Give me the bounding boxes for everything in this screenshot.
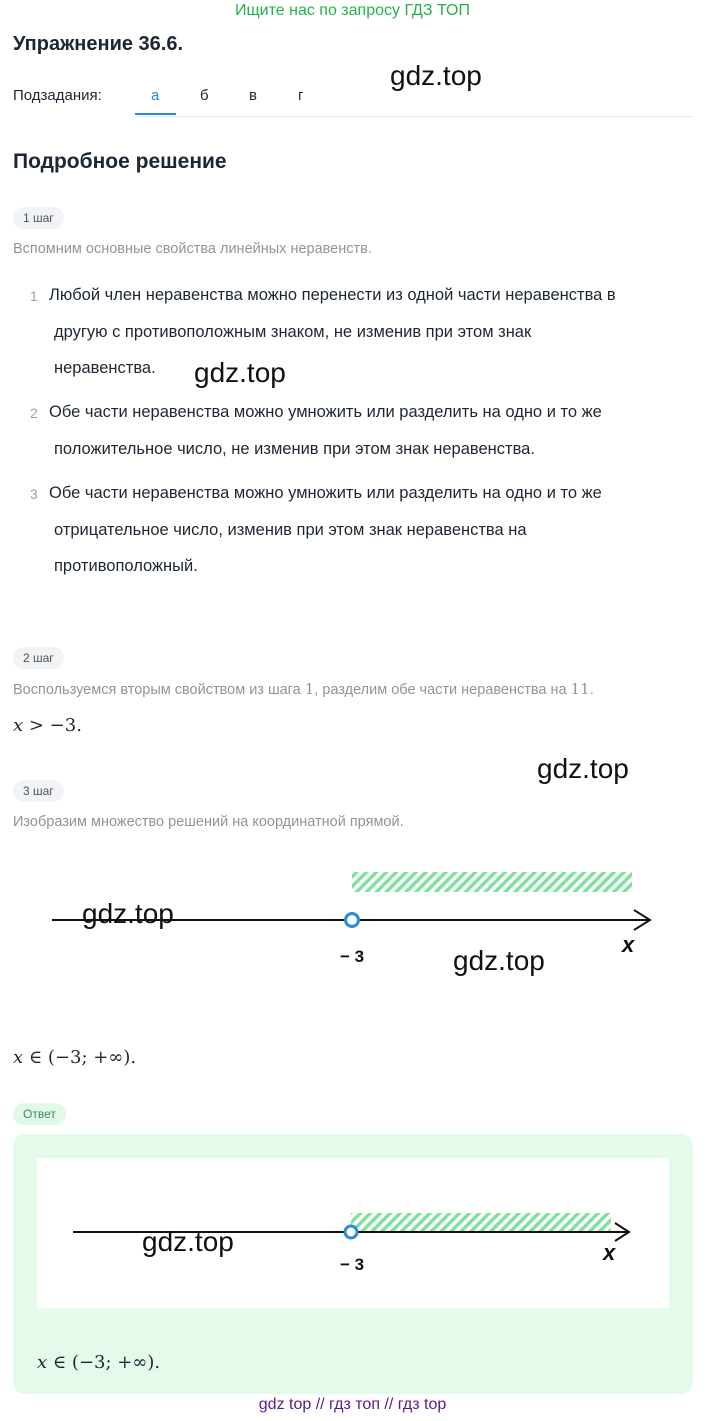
- answer-badge: Ответ: [13, 1103, 66, 1125]
- step-text: Вспомним основные свойства линейных неравенств.: [13, 241, 372, 257]
- step-number: 11: [570, 680, 590, 698]
- list-item-line: Любой член неравенства можно перенести из одной части неравенства в: [49, 286, 616, 304]
- active-tab-indicator: [135, 113, 176, 115]
- list-item-line: положительное число, не изменив при этом знак неравенства.: [54, 439, 535, 458]
- tab-v[interactable]: в: [249, 87, 257, 104]
- watermark: gdz.top: [537, 753, 629, 784]
- list-item: [49, 394, 699, 467]
- list-item-line: отрицательное число, изменив при этом знак неравенства на: [54, 520, 527, 539]
- step-badge: 1 шаг: [13, 207, 64, 229]
- page-title: Упражнение 36.6.: [13, 33, 184, 55]
- solution-hatch: [352, 872, 632, 892]
- watermark: gdz.top: [194, 357, 286, 388]
- step-text: [13, 680, 594, 698]
- tabs-divider: [135, 116, 693, 117]
- tab-a[interactable]: а: [151, 87, 160, 104]
- step-badge: 3 шаг: [13, 780, 64, 802]
- section-title: Подробное решение: [13, 150, 227, 173]
- solution-hatch: [351, 1213, 611, 1231]
- footer-links[interactable]: gdz top // гдз топ // гдз top: [258, 1396, 447, 1413]
- axis-label: x: [622, 932, 635, 957]
- answer-formula: [37, 1352, 160, 1373]
- step-text-part: .: [589, 682, 594, 698]
- list-item: [49, 277, 699, 387]
- list-item-line: противоположный.: [54, 557, 198, 575]
- formula-rest: > −3.: [23, 715, 82, 736]
- list-item-line: другую с противоположным знаком, не изменив при этом знак: [54, 322, 532, 341]
- formula-variable: x: [13, 1047, 24, 1068]
- list-item-line: неравенства.: [54, 359, 156, 377]
- open-point: [346, 914, 359, 927]
- list-item-number: 1: [30, 288, 38, 304]
- list-item-line: Обе части неравенства можно умножить или разделить на одно и то же: [49, 403, 602, 421]
- formula-rest: ∈ (−3; +∞).: [47, 1352, 161, 1373]
- step-text-part: , разделим обе части неравенства на: [314, 682, 571, 698]
- step-text-part: Воспользуемся вторым свойством из шага: [13, 682, 305, 698]
- search-banner: Ищите нас по запросу ГДЗ ТОП: [235, 2, 470, 19]
- step-number: 1: [304, 680, 315, 698]
- axis-label: x: [603, 1240, 616, 1265]
- point-label: − 3: [340, 1255, 365, 1274]
- watermark: gdz.top: [453, 945, 545, 976]
- formula: [13, 715, 82, 736]
- formula-variable: x: [13, 715, 24, 736]
- watermark: gdz.top: [390, 60, 482, 91]
- list-item-number: 2: [30, 405, 38, 421]
- open-point: [345, 1226, 357, 1238]
- tab-g[interactable]: г: [298, 87, 304, 104]
- list-item-number: 3: [30, 486, 38, 502]
- formula: [13, 1047, 136, 1068]
- formula-variable: x: [37, 1352, 48, 1373]
- step-text: Изобразим множество решений на координатной прямой.: [13, 814, 404, 830]
- answer-number-line: [37, 1158, 669, 1308]
- point-label: − 3: [340, 947, 365, 966]
- step-badge: 2 шаг: [13, 647, 64, 669]
- watermark: gdz.top: [82, 898, 174, 929]
- list-item-line: Обе части неравенства можно умножить или разделить на одно и то же: [49, 484, 602, 502]
- subtasks-label: Подзадания:: [13, 87, 102, 104]
- tab-b[interactable]: б: [200, 87, 209, 104]
- watermark: gdz.top: [142, 1226, 234, 1257]
- formula-rest: ∈ (−3; +∞).: [23, 1047, 137, 1068]
- list-item: [49, 475, 699, 585]
